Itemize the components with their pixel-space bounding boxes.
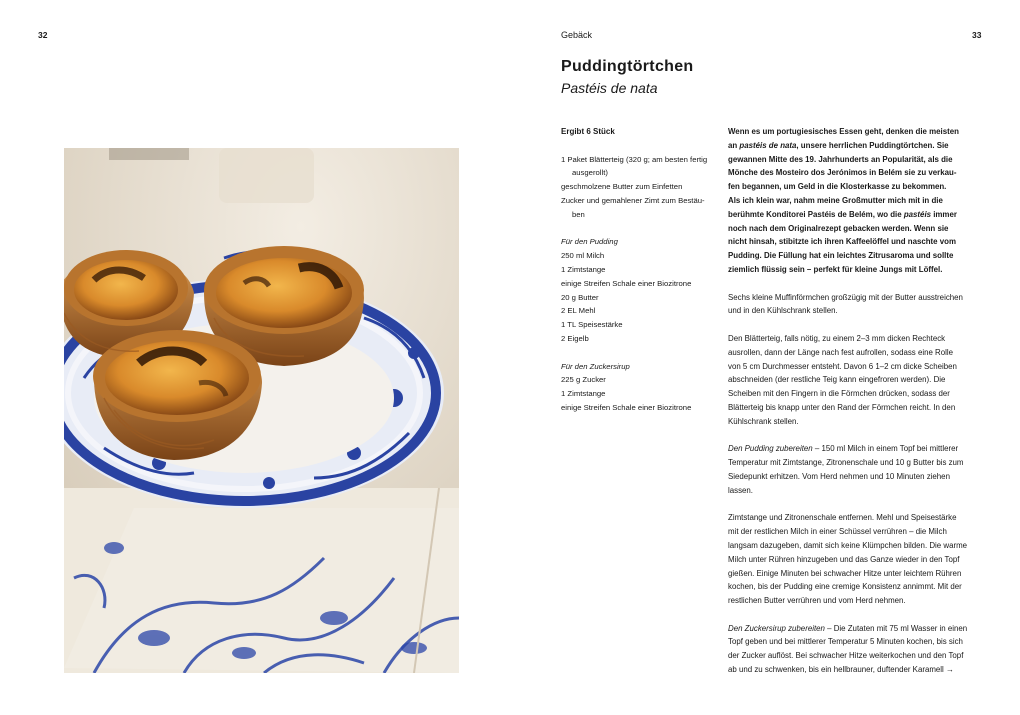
text-line — [728, 622, 984, 636]
ingredient-line: Zucker und gemahlener Zimt zum Bestäu- — [561, 195, 705, 205]
ingredients-column — [561, 125, 711, 415]
ingredient-subheading: Für den Zuckersirup — [561, 361, 630, 371]
step-label: Den Pudding zubereiten — [728, 444, 813, 454]
text-line: Siedepunkt erhitzen. Vom Herd nehmen und 10 Minuten ziehen — [728, 471, 950, 481]
ingredient-line: einige Streifen Schale einer Biozitrone — [561, 402, 692, 412]
text-line: Blätterteig bis knapp unter den Rand der Förmchen reicht. In den — [728, 402, 956, 412]
page-number-right: 33 — [972, 30, 982, 40]
ingredient-line: 2 Eigelb — [561, 333, 589, 343]
text-line — [728, 139, 984, 153]
text-span: berühmte Konditorei Pastéis de Belém, wo die — [728, 209, 904, 219]
text-line: lassen. — [728, 485, 754, 495]
method-step — [728, 291, 984, 319]
text-line: Pudding. Die Füllung hat ein leichtes Zitrusaroma und sollte — [728, 251, 954, 261]
text-line: gießen. Einige Minuten bei schwacher Hitze unter leichtem Rühren — [728, 568, 962, 578]
text-line: von 5 cm Durchmesser entsteht. Davon 6 1–2 cm dicke Scheiben — [728, 361, 957, 371]
text-line: Wenn es um portugiesisches Essen geht, denken die meisten — [728, 127, 959, 136]
method-column — [728, 125, 984, 691]
text-line: Kühlschrank stellen. — [728, 416, 799, 426]
text-line: fen begannen, um Geld in die Klosterkasse zu bekommen. — [728, 182, 947, 192]
text-line: langsam dazugeben, damit sich keine Klümpchen bilden. Die warme — [728, 540, 968, 550]
page-number-left: 32 — [38, 30, 48, 40]
recipe-photo — [64, 148, 459, 673]
text-line: noch nach dem Originalrezept gebacken werden. Wenn sie — [728, 223, 949, 233]
recipe-yield: Ergibt 6 Stück — [561, 127, 615, 136]
text-line: nicht hinsah, stibitzte ich ihren Kaffeelöffel und naschte vom — [728, 237, 956, 247]
text-line: Den Blätterteig, falls nötig, zu einem 2–3 mm dicken Rechteck — [728, 333, 946, 343]
ingredient-line: 1 TL Speisestärke — [561, 320, 623, 330]
text-line — [728, 208, 984, 222]
text-line: kochen, bis der Pudding eine cremige Konsistenz annimmt. Mit der — [728, 582, 962, 592]
text-line: Zimtstange und Zitronenschale entfernen. Mehl und Speisestärke — [728, 513, 957, 523]
method-step — [728, 511, 984, 608]
text-line: Mönche des Mosteiro dos Jerónimos in Belém sie zu verkau- — [728, 168, 957, 178]
text-line: Milch unter Rühren hinzugeben und das Ganze wieder in den Topf — [728, 554, 960, 564]
ingredient-line: 1 Zimtstange — [561, 389, 606, 399]
text-line: ziemlich flüssig sein – perfekt für kleine Jungs mit Löffel. — [728, 264, 943, 274]
text-emphasis: pastéis — [903, 209, 932, 219]
ingredient-line: ben — [572, 209, 585, 219]
text-line: restlichen Butter verrühren und vom Herd nehmen. — [728, 596, 906, 606]
text-line: ausrollen, dann der Länge nach fest aufrollen, sodass eine Rolle — [728, 347, 954, 357]
ingredient-line: einige Streifen Schale einer Biozitrone — [561, 278, 692, 288]
ingredient-line: 1 Zimtstange — [561, 264, 606, 274]
text-line: abschneiden (der restliche Teig kann eingefroren werden). Die — [728, 375, 946, 385]
text-span: an — [728, 140, 740, 150]
ingredient-line: ausgerollt) — [572, 168, 608, 178]
text-line: gewannen Mitte des 19. Jahrhunderts an Popularität, als die — [728, 154, 953, 164]
ingredient-subheading: Für den Pudding — [561, 237, 618, 247]
pastry-plate-illustration — [64, 148, 459, 673]
method-step — [728, 622, 984, 677]
text-line: der Zucker auflöst. Bei schwacher Hitze weiterkochen und den Topf — [728, 651, 964, 661]
method-step — [728, 332, 984, 429]
text-emphasis: pastéis de nata — [739, 140, 797, 150]
method-step — [728, 442, 984, 497]
recipe-subtitle: Pastéis de nata — [561, 80, 658, 96]
text-span: – 150 ml Milch in einem Topf bei mittlerer — [812, 444, 959, 454]
ingredient-line: 2 EL Mehl — [561, 306, 596, 316]
text-line: Temperatur mit Zimtstange, Zitronenschale und 10 g Butter bis zum — [728, 458, 964, 468]
ingredient-line: 20 g Butter — [561, 292, 599, 302]
text-span: immer — [931, 209, 957, 219]
step-label: Den Zuckersirup zubereiten — [728, 623, 825, 633]
text-line: Scheiben mit den Fingern in die Förmchen drücken, sodass der — [728, 389, 950, 399]
ingredient-line: 250 ml Milch — [561, 251, 605, 261]
intro-paragraph — [728, 125, 984, 277]
text-line: Als ich klein war, nahm meine Großmutter mich mit in die — [728, 195, 943, 205]
text-line: ab und zu schwenken, bis ein hellbrauner, duftender Karamell → — [728, 665, 954, 675]
text-line — [728, 442, 984, 456]
ingredient-line: geschmolzene Butter zum Einfetten — [561, 182, 683, 192]
recipe-title: Puddingtörtchen — [561, 58, 694, 75]
text-line: und in den Kühlschrank stellen. — [728, 306, 838, 316]
text-span: , unsere herrlichen Puddingtörtchen. Sie — [796, 140, 949, 150]
text-line: Sechs kleine Muffinförmchen großzügig mit der Butter ausstreichen — [728, 292, 963, 302]
text-span: – Die Zutaten mit 75 ml Wasser in einen — [824, 623, 968, 633]
text-line: Topf geben und bei mittlerer Temperatur 5 Minuten kochen, bis sich — [728, 637, 963, 647]
text-line: mit der restlichen Milch in einer Schüssel verrühren – die Milch — [728, 527, 947, 537]
section-label: Gebäck — [561, 30, 593, 40]
ingredient-line: 1 Paket Blätterteig (320 g; am besten fertig — [561, 154, 708, 164]
ingredient-line: 225 g Zucker — [561, 375, 606, 385]
